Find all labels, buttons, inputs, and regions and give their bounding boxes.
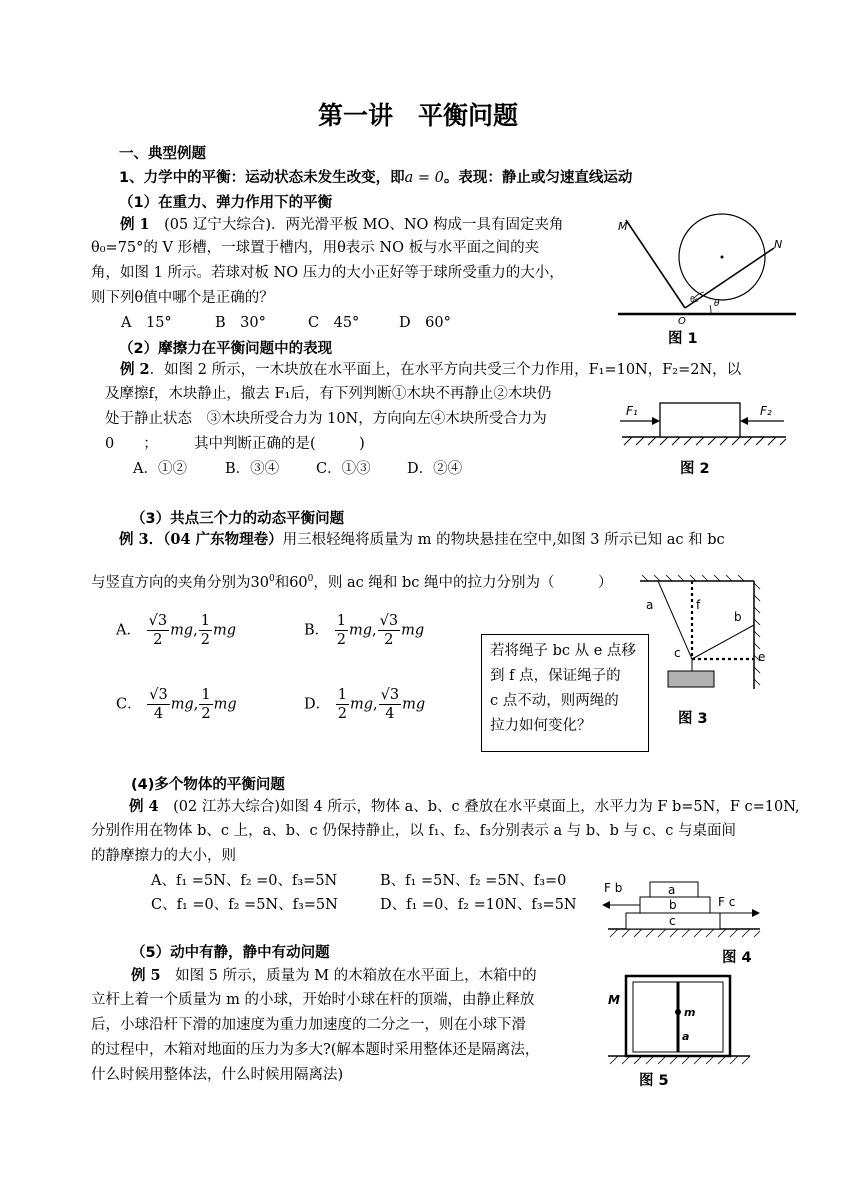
- figure-5-label-m-small: m: [684, 1006, 696, 1019]
- example-1-option-a: A 15°: [121, 315, 172, 331]
- subsection-3: （3）共点三个力的动态平衡问题: [131, 511, 345, 527]
- example-5-line-5: 什么时候用整体法，什么时候用隔离法): [91, 1067, 344, 1083]
- example-1-line-4: 则下列θ值中哪个是正确的？: [91, 290, 274, 306]
- example-2-option-c: C．①③: [316, 461, 371, 477]
- figure-4-label-fb: F b: [604, 881, 623, 895]
- mg: mg: [349, 696, 374, 713]
- example-4-line-2: 分别作用在物体 b、c 上，a、b、c 仍保持静止，以 f₁、f₂、f₃分别表示 a 与 b、b 与 c、c 与桌面间: [91, 823, 737, 839]
- example-3-and: 和: [274, 574, 290, 591]
- mg: mg: [170, 696, 194, 713]
- figure-3-label-a: a: [646, 598, 654, 612]
- angle-60: [289, 575, 313, 591]
- frac-den: 4: [385, 706, 395, 722]
- example-2-text: ．如图 2 所示，一木块放在水平面上，在水平方向共受三个力作用，F₁=10N，F₂=2N，以: [149, 362, 742, 378]
- figure-1-label-n: N: [774, 238, 783, 251]
- mg: mg: [170, 622, 194, 639]
- frac-den: 2: [337, 706, 347, 722]
- frac-num: 1: [336, 613, 346, 629]
- example-2-option-a: A．①②: [133, 461, 187, 477]
- example-5-label: 例 5: [131, 967, 161, 984]
- example-3-label: 例 3．: [119, 531, 164, 548]
- example-3-option-c: [116, 686, 237, 723]
- example-4-option-c: C、f₁ =0、f₂ =5N、f₃=5N: [151, 897, 338, 913]
- frac-den: 2: [200, 632, 210, 648]
- figure-5: [600, 968, 760, 1068]
- figure-3-label-e: e: [758, 650, 766, 664]
- figure-3-label-f: f: [696, 598, 701, 612]
- figure-5-label-a: a: [682, 1030, 690, 1043]
- example-1-line-1: [120, 212, 564, 238]
- example-2-line-2: 及摩擦f，木块静止，撤去 F₁后，有下列判断①木块不再静止②木块仍: [105, 386, 552, 402]
- example-1-line-2: θ₀=75°的 V 形槽，一球置于槽内，用θ表示 NO 板与水平面之间的夹: [91, 240, 540, 256]
- frac-den: 2: [336, 632, 346, 648]
- example-5-line-1: [131, 963, 537, 989]
- example-4-option-a: A、f₁ =5N、f₂ =0、f₃=5N: [151, 873, 338, 889]
- frac-den: 2: [384, 632, 394, 648]
- point-1-text-a: 1、力学中的平衡：运动状态未发生改变，即: [119, 170, 405, 186]
- example-3-option-b: [304, 612, 424, 649]
- comma: ,: [372, 622, 377, 639]
- example-2-option-d: D．②④: [407, 461, 463, 477]
- example-1-option-d: D 60°: [399, 315, 451, 331]
- example-5-line-2: 立杆上着一个质量为 m 的小球，开始时小球在杆的顶端，由静止释放: [91, 992, 535, 1008]
- example-3-source: （04 广东物理卷）: [163, 531, 283, 548]
- comma: ,: [193, 696, 199, 713]
- point-1: [119, 166, 632, 187]
- frac-num: √3: [148, 613, 168, 629]
- comma: ,: [373, 696, 378, 713]
- example-1-line-3: 角，如图 1 所示。若球对板 NO 压力的大小正好等于球所受重力的大小，: [91, 265, 564, 281]
- figure-1-label-m: M: [618, 220, 628, 233]
- example-1-text: (05 辽宁大综合)．两光滑平板 MO、NO 构成一具有固定夹角: [164, 217, 564, 233]
- figure-4-label-a: a: [668, 883, 676, 897]
- point-1-equation: a = 0: [404, 170, 444, 186]
- figure-4-caption: 图 4: [722, 950, 752, 966]
- figure-1-label-theta: θ: [714, 299, 720, 309]
- figure-5-caption: 图 5: [639, 1073, 669, 1089]
- example-3-text-2b: ，则 ac 绳和 bc 绳中的拉力分别为（ ）: [313, 574, 613, 591]
- figure-5-label-m-big: M: [608, 993, 620, 1007]
- figure-3-label-c: c: [674, 646, 681, 660]
- example-4-label: 例 4: [129, 798, 159, 815]
- figure-1-label-theta0: θ₀: [690, 295, 699, 304]
- subsection-1: （1）在重力、弹力作用下的平衡: [119, 195, 333, 211]
- figure-2-caption: 图 2: [680, 461, 710, 477]
- question-box-line-3: c 点不动，则两绳的: [490, 693, 619, 709]
- question-box-line-2: 到 f 点，保证绳子的: [490, 668, 621, 684]
- question-box: [481, 634, 649, 752]
- frac-num: √3: [379, 613, 399, 629]
- figure-2-label-f1: F₁: [626, 404, 638, 418]
- frac-den: 4: [153, 706, 164, 722]
- example-3-line-1: [119, 527, 725, 553]
- angle-30: [251, 575, 275, 591]
- degree-sup-1: 0: [268, 574, 275, 584]
- figure-1-caption: 图 1: [668, 331, 698, 347]
- subsection-4: (4)多个物体的平衡问题: [131, 777, 285, 793]
- mg: mg: [402, 696, 426, 713]
- example-1-label: 例 1: [120, 216, 150, 233]
- option-a-label: A．: [116, 622, 141, 639]
- frac-den: 2: [153, 632, 163, 648]
- frac-den: 2: [201, 706, 211, 722]
- mg: mg: [212, 622, 236, 639]
- frac-num: 1: [201, 687, 211, 703]
- example-3-option-a: [116, 612, 236, 649]
- figure-2-label-f2: F₂: [760, 404, 772, 418]
- example-4-text: (02 江苏大综合)如图 4 所示，物体 a、b、c 叠放在水平桌面上，水平力为 F b=5N，F c=10N,: [173, 799, 800, 815]
- mg: mg: [213, 696, 237, 713]
- frac-num: √3: [149, 687, 168, 703]
- example-4-line-3: 的静摩擦力的大小，则: [91, 848, 236, 864]
- angle-30-value: 30: [250, 574, 269, 591]
- example-2-line-3: 处于静止状态 ③木块所受合力为 10N，方向向左④木块所受合力为: [105, 411, 547, 427]
- frac-num: √3: [380, 687, 400, 703]
- example-4-option-d: D、f₁ =0、f₂ =10N、f₃=5N: [380, 897, 577, 913]
- figure-1-label-o: O: [678, 316, 686, 326]
- mg: mg: [401, 622, 425, 639]
- subsection-5: （5）动中有静，静中有动问题: [131, 945, 330, 961]
- figure-1: [612, 206, 802, 326]
- figure-3: [626, 575, 776, 705]
- figure-2: [614, 393, 794, 453]
- example-5-text: 如图 5 所示，质量为 M 的木箱放在水平面上，木箱中的: [175, 968, 537, 984]
- section-heading: 一、典型例题: [119, 146, 206, 162]
- point-1-text-b: 。表现：静止或匀速直线运动: [443, 170, 633, 186]
- example-1-option-c: C 45°: [308, 315, 360, 331]
- figure-4-label-fc: F c: [718, 895, 736, 909]
- example-3-option-d: [304, 686, 425, 723]
- page-title: 第一讲 平衡问题: [318, 101, 519, 130]
- example-3-text: 用三根轻绳将质量为 m 的物块悬挂在空中,如图 3 所示已知 ac 和 bc: [282, 532, 725, 548]
- mg: mg: [349, 622, 373, 639]
- figure-3-caption: 图 3: [678, 711, 708, 727]
- question-box-line-4: 拉力如何变化？: [490, 718, 592, 734]
- subsection-2: （2）摩擦力在平衡问题中的表现: [119, 341, 333, 357]
- example-5-line-4: 的过程中，木箱对地面的压力为多大?(解本题时采用整体还是隔离法，: [91, 1042, 540, 1058]
- angle-60-value: 60: [289, 574, 308, 591]
- example-2-label: 例 2: [120, 361, 150, 378]
- example-2-line-1: [120, 357, 741, 383]
- degree-sup-2: 0: [307, 574, 314, 584]
- figure-3-label-b: b: [734, 610, 742, 624]
- example-1-option-b: B 30°: [215, 315, 266, 331]
- example-5-line-3: 后，小球沿杆下滑的加速度为重力加速度的二分之一，则在小球下滑: [91, 1017, 526, 1033]
- example-4-line-1: [129, 794, 800, 820]
- option-d-label: D．: [304, 696, 331, 713]
- frac-num: 1: [200, 613, 210, 629]
- figure-4-label-b: b: [669, 898, 677, 912]
- question-box-line-1: 若将绳子 bc 从 e 点移: [490, 643, 636, 659]
- option-b-label: B．: [304, 622, 330, 639]
- option-c-label: C．: [116, 696, 142, 713]
- frac-num: 1: [337, 687, 347, 703]
- figure-4: [598, 874, 768, 942]
- comma: ,: [193, 622, 198, 639]
- example-3-line-2: [91, 567, 612, 596]
- figure-4-label-c: c: [669, 914, 676, 928]
- example-2-line-4: 0 ； 其中判断正确的是( ): [105, 436, 365, 452]
- example-2-option-b: B．③④: [225, 461, 280, 477]
- example-3-text-2a: 与竖直方向的夹角分别为: [91, 574, 251, 591]
- example-4-option-b: B、f₁ =5N、f₂ =5N、f₃=0: [380, 873, 567, 889]
